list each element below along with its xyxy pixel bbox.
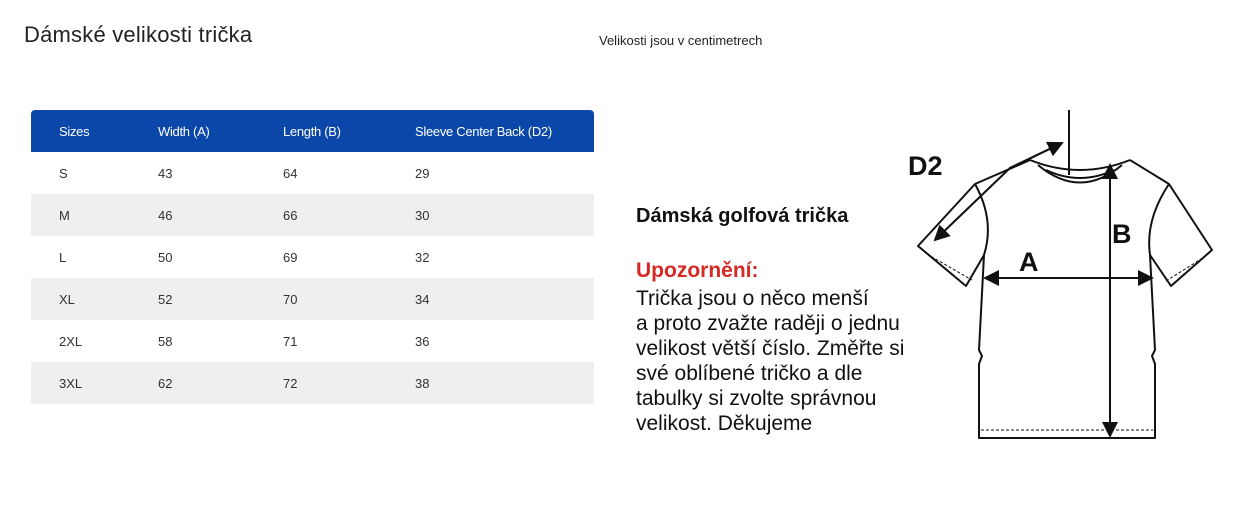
header-sizes: Sizes <box>59 123 90 139</box>
units-note: Velikosti jsou v centimetrech <box>599 33 763 48</box>
cell-width: 62 <box>158 375 173 391</box>
cell-size: M <box>59 207 70 223</box>
cell-size: S <box>59 165 68 181</box>
table-row <box>31 194 594 236</box>
header-sleeve: Sleeve Center Back (D2) <box>415 123 552 139</box>
cell-sleeve: 34 <box>415 291 430 307</box>
cell-width: 46 <box>158 207 173 223</box>
warning-text: Trička jsou o něco menší a proto zvažte raději o jednu velikost větší číslo. Změřte si své oblíbené tričko a dle tabulky si zvolte správnou velikost. Děkujeme <box>636 287 905 435</box>
label-a: A <box>1019 247 1039 277</box>
tshirt-outline <box>918 160 1212 438</box>
table-row <box>31 362 594 404</box>
cell-length: 70 <box>283 291 298 307</box>
cell-size: L <box>59 249 67 265</box>
cell-sleeve: 38 <box>415 375 430 391</box>
cell-length: 72 <box>283 375 298 391</box>
cell-sleeve: 29 <box>415 165 430 181</box>
cell-length: 66 <box>283 207 298 223</box>
cell-length: 69 <box>283 249 298 265</box>
d2-measure <box>935 110 1069 240</box>
header-length: Length (B) <box>283 123 341 139</box>
table-row <box>31 236 594 278</box>
size-table <box>31 110 594 404</box>
cell-size: XL <box>59 291 75 307</box>
table-header-row <box>31 110 594 152</box>
cell-sleeve: 36 <box>415 333 430 349</box>
cell-size: 3XL <box>59 375 83 391</box>
label-d2: D2 <box>908 151 943 181</box>
cell-width: 58 <box>158 333 173 349</box>
cell-width: 50 <box>158 249 173 265</box>
cell-sleeve: 32 <box>415 249 430 265</box>
cell-size: 2XL <box>59 333 83 349</box>
warning-title: Upozornění: <box>636 259 759 282</box>
cell-sleeve: 30 <box>415 207 430 223</box>
table-row <box>31 320 594 362</box>
table-row <box>31 278 594 320</box>
page-title: Dámské velikosti trička <box>24 22 253 47</box>
cell-width: 43 <box>158 165 173 181</box>
label-b: B <box>1112 219 1132 249</box>
header-width: Width (A) <box>158 123 210 139</box>
cell-length: 71 <box>283 333 298 349</box>
table-row <box>31 152 594 194</box>
cell-width: 52 <box>158 291 173 307</box>
product-name: Dámská golfová trička <box>636 205 849 227</box>
cell-length: 64 <box>283 165 298 181</box>
tshirt-diagram <box>895 105 1242 445</box>
